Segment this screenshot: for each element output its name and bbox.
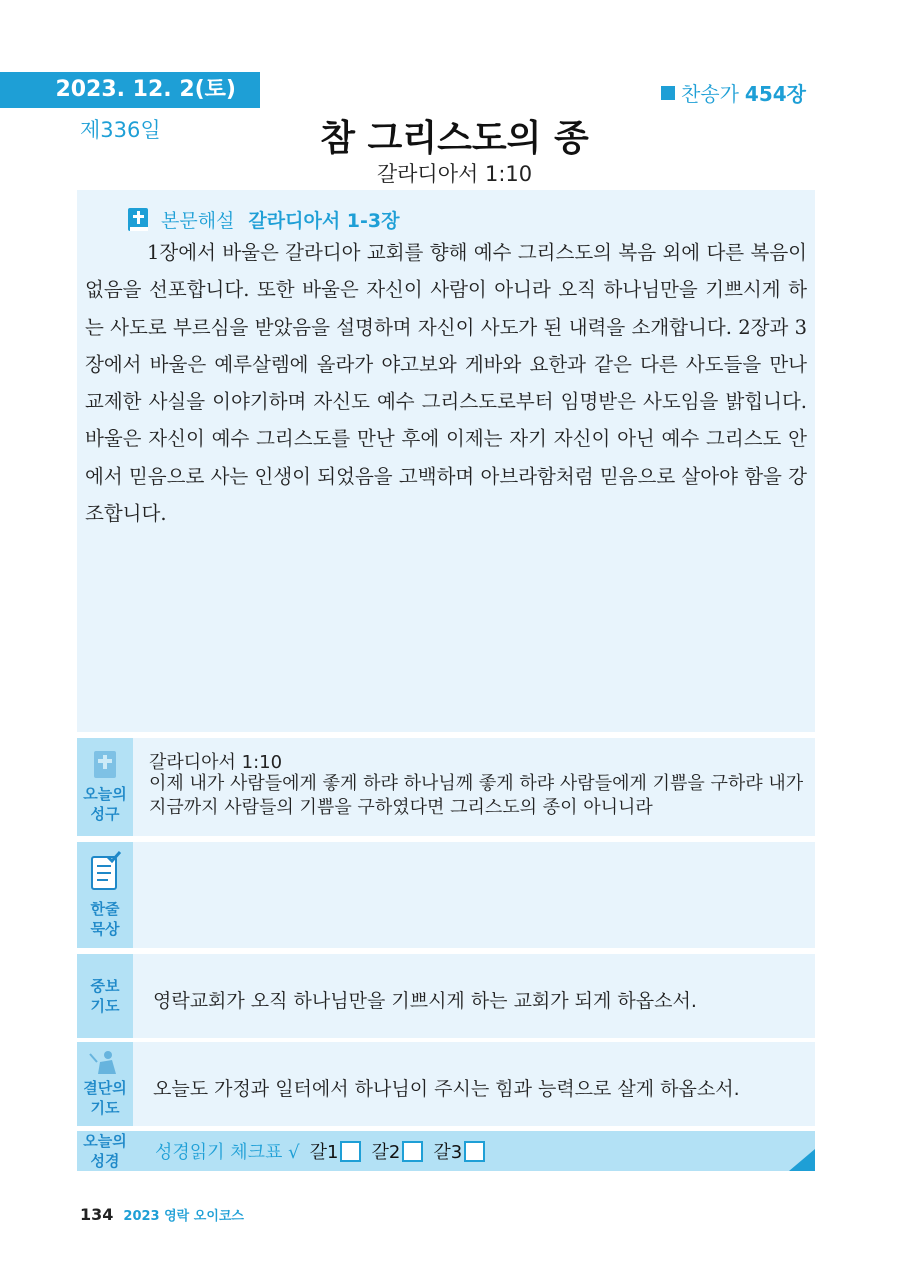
checkbox[interactable] [340, 1141, 361, 1162]
todays-verse-side [77, 738, 133, 836]
commentary-range: 갈라디아서 1-3장 [248, 210, 400, 232]
page-number: 134 [80, 1205, 114, 1224]
commentary-header [127, 206, 400, 233]
reading-check-section [77, 1131, 815, 1171]
meditation-section [77, 842, 815, 948]
intercession-label-1: 중보 [90, 977, 120, 995]
resolution-content [139, 1042, 815, 1126]
reading-check-content [139, 1131, 815, 1171]
reading-check-label-2: 성경 [90, 1152, 120, 1170]
meditation-label-2: 묵상 [90, 920, 120, 938]
corner-triangle-icon [789, 1149, 815, 1171]
meditation-side [77, 842, 133, 948]
book-title: 2023 영락 오이코스 [123, 1209, 244, 1224]
todays-verse-content [139, 738, 815, 836]
resolution-text: 오늘도 가정과 일터에서 하나님이 주시는 힘과 능력으로 살게 하옵소서. [153, 1078, 740, 1100]
todays-verse-label-2: 성구 [90, 805, 120, 823]
resolution-side [77, 1042, 133, 1126]
meditation-label-1: 한줄 [90, 900, 120, 918]
reading-check-item-label: 갈3 [433, 1142, 463, 1163]
checkbox[interactable] [464, 1141, 485, 1162]
commentary-label: 본문해설 [161, 210, 235, 232]
page-footer [80, 1205, 244, 1224]
hymn-number: 454장 [744, 82, 806, 106]
reading-check-item-label: 갈1 [309, 1142, 339, 1163]
reading-check-label-1: 오늘의 [83, 1132, 127, 1150]
verse-text: 이제 내가 사람들에게 좋게 하랴 하나님께 좋게 하랴 사람들에게 기쁨을 구하랴 내가 지금까지 사람들의 기쁨을 구하였다면 그리스도의 종이 아니니라 [149, 773, 804, 818]
checkbox[interactable] [402, 1141, 423, 1162]
verse-reference: 갈라디아서 1:10 [149, 752, 283, 773]
todays-verse-label-1: 오늘의 [83, 785, 127, 803]
reading-check-item[interactable] [371, 1138, 423, 1164]
resolution-section [77, 1042, 815, 1126]
intercession-content [139, 954, 815, 1038]
reading-check-title: 성경읽기 체크표 √ [155, 1142, 300, 1163]
bible-icon [92, 750, 118, 780]
reading-check-side [77, 1131, 133, 1171]
commentary-body: 1장에서 바울은 갈라디아 교회를 향해 예수 그리스도의 복음 외에 다른 복음이 없음을 선포합니다. 또한 바울은 자신이 사람이 아니라 오직 하나님만을 기쁘시게 하는 사도로 부르심을 받았음을 설명하며 자신이 사도가 된 내력을 소개합니다. 2장과 3장에서 바울은 예루살렘에 올라가 야고보와 게바와 요한과 같은 다른 사도들을 만나 교제한 사실을 이야기하며 자신도 예수 그리스도로부터 임명받은 사도임을 밝힙니다. 바울은 자신이 예수 그리스도를 만난 후에 이제는 자기 자신이 아닌 예수 그리스도 안에서 믿음으로 사는 인생이 되었음을 고백하며 아브라함처럼 믿음으로 살아야 함을 강조합니다. [85, 241, 807, 526]
meditation-content[interactable] [139, 842, 815, 948]
hymn-label: 찬송가 [680, 82, 739, 106]
checklist-icon [88, 851, 122, 893]
praying-person-icon [88, 1050, 122, 1076]
resolution-label-1: 결단의 [83, 1079, 127, 1097]
commentary-panel [77, 190, 815, 732]
resolution-label-2: 기도 [90, 1099, 120, 1117]
intercession-text: 영락교회가 오직 하나님만을 기쁘시게 하는 교회가 되게 하옵소서. [153, 990, 697, 1012]
day-count: 제336일 [80, 118, 161, 142]
hymn-reference [661, 78, 806, 107]
intercession-label-2: 기도 [90, 997, 120, 1015]
reading-check-item[interactable] [433, 1138, 485, 1164]
scripture-reference: 갈라디아서 1:10 [376, 162, 533, 186]
todays-verse-section [77, 738, 815, 836]
reading-check-item-label: 갈2 [371, 1142, 401, 1163]
intercession-section [77, 954, 815, 1038]
date-banner: 2023. 12. 2(토) [0, 72, 260, 108]
square-bullet-icon [661, 86, 675, 100]
bible-icon [127, 207, 151, 233]
page-title: 참 그리스도의 종 [320, 118, 589, 159]
reading-check-item[interactable] [310, 1138, 362, 1164]
intercession-side [77, 954, 133, 1038]
